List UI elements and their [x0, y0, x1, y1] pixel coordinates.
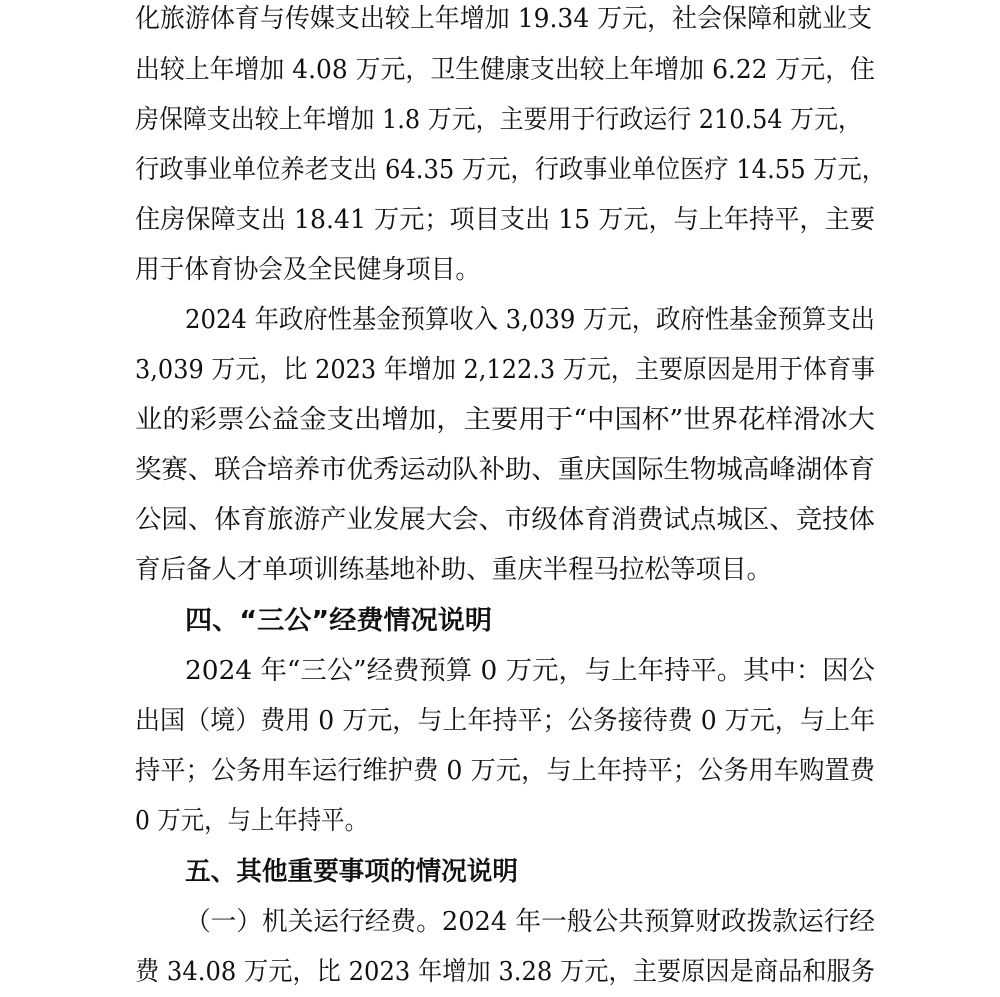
- paragraph-line: [0, 395, 1000, 445]
- line-text: 行政事业单位养老支出 64.35 万元，行政事业单位医疗 14.55 万元，: [135, 155, 886, 185]
- line-text: 育后备人才单项训练基地补助、重庆半程马拉松等项目。: [135, 555, 772, 585]
- paragraph-line: [0, 545, 1000, 595]
- line-text: 出较上年增加 4.08 万元，卫生健康支出较上年增加 6.22 万元，住: [135, 55, 875, 85]
- line-text: 业的彩票公益金支出增加，主要用于“中国杯”世界花样滑冰大: [135, 405, 875, 435]
- line-text: 房保障支出较上年增加 1.8 万元，主要用于行政运行 210.54 万元，: [135, 105, 862, 135]
- paragraph-line: [0, 45, 1000, 95]
- heading-text: 四、“三公”经费情况说明: [185, 606, 492, 636]
- paragraph-line: [0, 696, 1000, 746]
- line-text: （一）机关运行经费。2024 年一般公共预算财政拨款运行经: [185, 907, 875, 937]
- line-text: 化旅游体育与传媒支出较上年增加 19.34 万元，社会保障和就业支: [135, 4, 872, 34]
- section-heading: [0, 847, 1000, 897]
- paragraph-line: [0, 145, 1000, 195]
- line-text: 用于体育协会及全民健身项目。: [135, 255, 480, 285]
- heading-text: 五、其他重要事项的情况说明: [185, 857, 518, 887]
- line-text: 2024 年“三公”经费预算 0 万元，与上年持平。其中：因公: [185, 656, 876, 686]
- paragraph-line: [0, 646, 1000, 696]
- line-text: 住房保障支出 18.41 万元；项目支出 15 万元，与上年持平，主要: [135, 205, 875, 235]
- paragraph-line: [0, 0, 1000, 44]
- paragraph-line: [0, 796, 1000, 846]
- paragraph-line: [0, 95, 1000, 145]
- section-heading: [0, 596, 1000, 646]
- paragraph-line: [0, 897, 1000, 947]
- paragraph-line: [0, 195, 1000, 245]
- paragraph-line: [0, 746, 1000, 796]
- paragraph-line: [0, 495, 1000, 545]
- line-text: 奖赛、联合培养市优秀运动队补助、重庆国际生物城高峰湖体育: [135, 455, 875, 485]
- paragraph-line: [0, 947, 1000, 997]
- paragraph-line: [0, 445, 1000, 495]
- line-text: 2024 年政府性基金预算收入 3,039 万元，政府性基金预算支出: [185, 305, 875, 335]
- paragraph-line: [0, 245, 1000, 295]
- paragraph-line: [0, 345, 1000, 395]
- line-text: 持平；公务用车运行维护费 0 万元，与上年持平；公务用车购置费: [135, 756, 875, 786]
- line-text: 费 34.08 万元，比 2023 年增加 3.28 万元，主要原因是商品和服务: [135, 957, 875, 987]
- line-text: 出国（境）费用 0 万元，与上年持平；公务接待费 0 万元，与上年: [135, 706, 875, 736]
- paragraph-line: [0, 295, 1000, 345]
- line-text: 3,039 万元，比 2023 年增加 2,122.3 万元，主要原因是用于体育事: [135, 355, 875, 385]
- line-text: 0 万元，与上年持平。: [135, 806, 368, 836]
- line-text: 公园、体育旅游产业发展大会、市级体育消费试点城区、竞技体: [135, 505, 875, 535]
